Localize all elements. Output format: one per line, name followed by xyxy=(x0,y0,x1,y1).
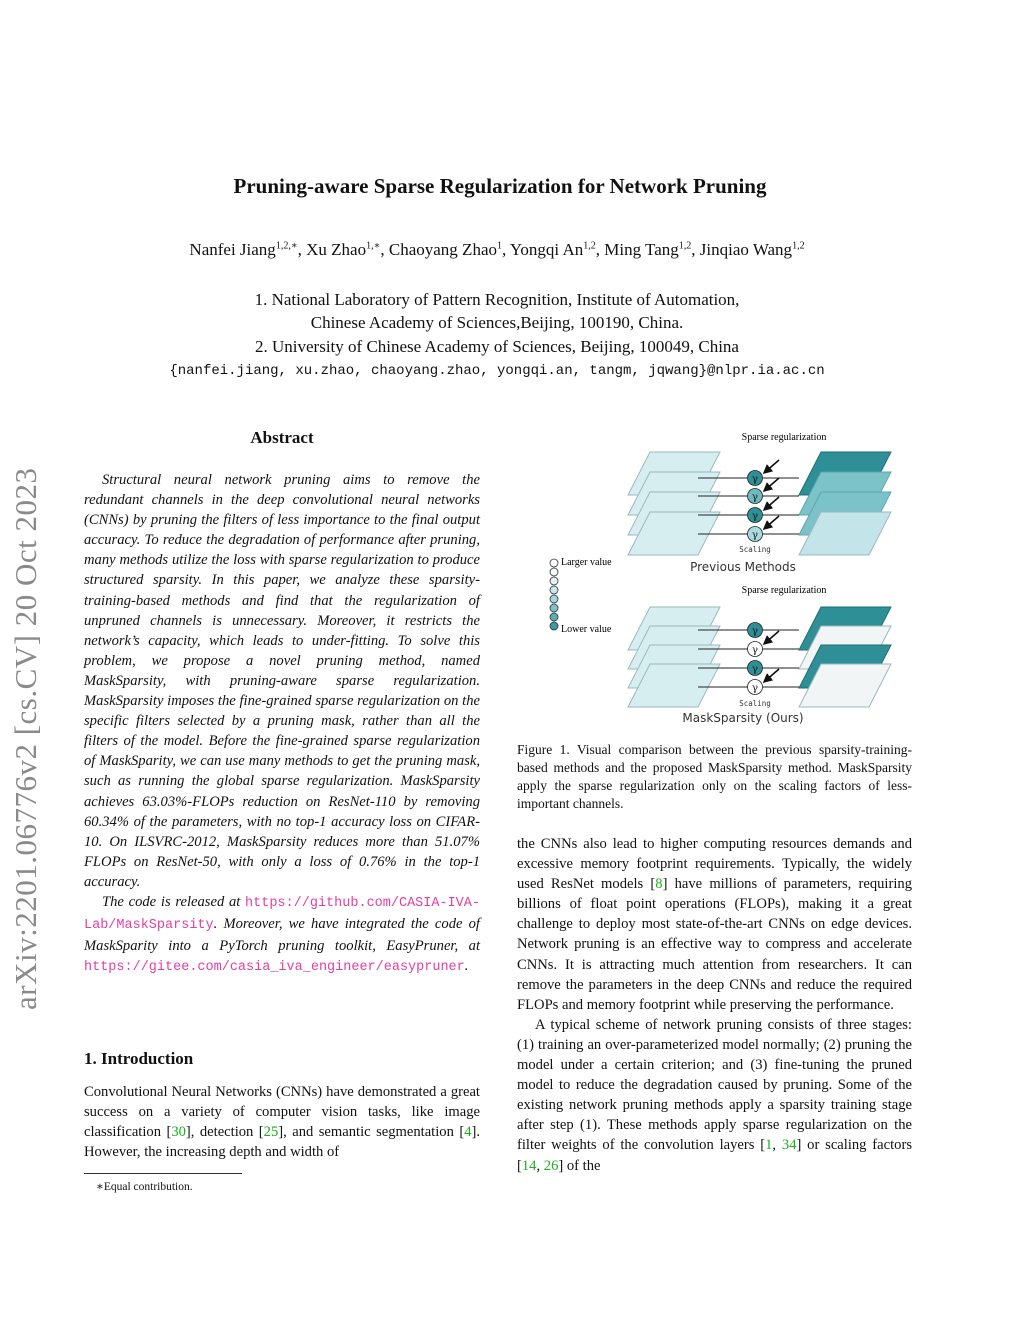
citation-link[interactable]: 30 xyxy=(171,1124,186,1141)
sparse-reg-arrow xyxy=(764,460,779,473)
gamma-symbol: γ xyxy=(752,511,758,522)
sparse-reg-arrow xyxy=(764,497,779,510)
author-name: Chaoyang Zhao xyxy=(388,240,497,259)
body-text: the CNNs also lead to higher computing resources demands and excessive memory footprint requirements. Typically, the widely used ResNet models [ xyxy=(517,836,912,893)
citation-link[interactable]: 14 xyxy=(521,1157,537,1174)
figure-1 xyxy=(517,430,912,730)
code-text-3: . xyxy=(464,958,469,975)
citation-link[interactable]: 8 xyxy=(655,876,663,893)
intro-text: Convolutional Neural Networks (CNNs) have demonstrated a great success on a variety of computer vision tasks, like image classification [ xyxy=(84,1084,480,1141)
intro-text: ]. However, the increasing depth and width of xyxy=(84,1124,480,1161)
citation-link[interactable]: 34 xyxy=(781,1137,797,1154)
intro-text: ], detection [ xyxy=(185,1124,264,1141)
code-text-2: . Moreover, we have integrated the code of MaskSparity into a PyTorch pruning toolkit, EasyPruner, at xyxy=(84,916,480,955)
author-emails: {nanfei.jiang, xu.zhao, chaoyang.zhao, yongqi.an, tangm, jqwang}@nlpr.ia.ac.cn xyxy=(169,363,825,379)
author-affil-sup: 1,2,∗ xyxy=(275,240,298,252)
body-text: ] or scaling factors [ xyxy=(517,1137,913,1174)
sparse-reg-arrow xyxy=(764,669,779,682)
abstract-body xyxy=(84,470,480,978)
author-list: Nanfei Jiang$^{1,2,∗}$, Xu Zhao$^{1,∗}$, Chaoyang Zhao$^1$, Yongqi An$^{1,2}$, Ming Tang$^{1,2}$, Jinqiao Wang$^{1,2}$ xyxy=(189,240,805,259)
citation-link[interactable]: 26 xyxy=(543,1157,559,1174)
citation-link[interactable]: 4 xyxy=(464,1124,472,1141)
affiliation-2: 2. University of Chinese Academy of Sciences, Beijing, 100049, China xyxy=(255,337,739,356)
body-text: ] of the xyxy=(558,1157,601,1174)
footnote: ∗Equal contribution. xyxy=(96,1181,193,1193)
value-legend xyxy=(550,557,612,635)
gamma-symbol: γ xyxy=(752,664,758,675)
gamma-symbol: γ xyxy=(752,530,758,541)
abstract-heading: Abstract xyxy=(250,428,314,447)
legend-lower-value: Lower value xyxy=(561,624,612,635)
intro-paragraph xyxy=(84,1082,480,1162)
gamma-symbol: γ xyxy=(752,492,758,503)
abstract-code-paragraph xyxy=(84,892,480,978)
abstract-paragraph: Structural neural network pruning aims to remove the redundant channels in the deep convolutional neural networks (CNNs) by pruning the filters of less importance to the final output accuracy. To reduce the degradation of performance after pruning, many methods utilize the loss with sparse regularization to produce structured sparsity. In this paper, we analyze these sparsity-training-based methods and find that the regularization of unpruned channels is unnecessary. Moreover, it restricts the network’s capacity, which leads to under-fitting. To solve this problem, we propose a novel pruning method, named MaskSparsity, with pruning-aware sparse regularization. MaskSparsity imposes the fine-grained sparse regularization on the specific filters selected by a pruning mask, rather than all the filters of the model. Before the fine-grained sparse regularization of MaskSparity, we can use many methods to get the pruning mask, such as running the global sparse regularization. MaskSparsity achieves 63.03%-FLOPs reduction on ResNet-110 by removing 60.34% of the parameters, with no top-1 accuracy loss on CIFAR-10. On ILSVRC-2012, MaskSparsity reduces more than 51.07% FLOPs on ResNet-50, with only a loss of 0.76% in the top-1 accuracy. xyxy=(84,472,480,890)
author-name: Nanfei Jiang xyxy=(189,240,276,259)
author-affil-sup: 1,2 xyxy=(792,240,805,252)
body-text: ] have millions of parameters, requiring billions of float point operations (FLOPs), making it a great challenge to deploy most state-of-the-art CNNs on edge devices. Network pruning is an effective way to compress and accelerate CNNs. It is attracting much attention from researchers. It can remove the parameters in the deep CNNs and reduce the required FLOPs and memory footprint while preserving the performance. xyxy=(517,876,912,1013)
intro-heading: 1. Introduction xyxy=(84,1049,194,1068)
masksparsity-title: MaskSparsity (Ours) xyxy=(682,711,804,725)
footnote-rule xyxy=(84,1173,242,1174)
sparse-reg-arrow xyxy=(764,631,779,644)
sparse-reg-label-top: Sparse regularization xyxy=(741,432,827,443)
sparse-reg-arrow xyxy=(764,478,779,491)
citation-link[interactable]: 1 xyxy=(765,1137,773,1154)
author-affil-sup: 1 xyxy=(496,240,502,252)
author-affil-sup: 1,∗ xyxy=(366,240,381,252)
paper-title: Pruning-aware Sparse Regularization for Network Pruning xyxy=(233,174,767,198)
intro-body xyxy=(84,1082,480,1162)
author-affil-sup: 1,2 xyxy=(583,240,596,252)
github-link[interactable]: https://github.com/CASIA-IVA-Lab/MaskSparsity xyxy=(84,895,480,934)
body-text: , xyxy=(536,1157,544,1174)
right-paragraph-1 xyxy=(517,834,912,1015)
gamma-symbol: γ xyxy=(752,474,758,485)
author-name: Jinqiao Wang xyxy=(699,240,793,259)
affiliation-1b: Chinese Academy of Sciences,Beijing, 100190, China. xyxy=(310,313,684,332)
sparse-reg-label-bottom: Sparse regularization xyxy=(741,585,827,596)
scaling-label: Scaling xyxy=(739,545,771,554)
gamma-symbol: γ xyxy=(752,645,758,656)
body-text: , xyxy=(772,1137,782,1154)
author-affil-sup: 1,2 xyxy=(678,240,692,252)
arxiv-stamp: arXiv:2201.06776v2 [cs.CV] 20 Oct 2023 xyxy=(8,467,43,1010)
code-text-1: The code is released at xyxy=(102,893,246,910)
sparse-reg-arrow xyxy=(764,516,779,529)
author-name: Xu Zhao xyxy=(306,240,367,259)
body-text: A typical scheme of network pruning consists of three stages: (1) training an over-parameterized model normally; (2) pruning the model under a certain criterion; and (3) fine-tuning the pruned model to reduce the degradation caused by pruning. Some of the existing network pruning methods apply a sparsity training stage after step (1). These methods apply sparse regularization on the filter weights of the convolution layers [ xyxy=(517,1016,912,1154)
scaling-label: Scaling xyxy=(739,699,771,708)
gamma-symbol: γ xyxy=(752,626,758,637)
gamma-symbol: γ xyxy=(752,683,758,694)
legend-larger-value: Larger value xyxy=(561,557,612,568)
author-name: Ming Tang xyxy=(604,240,679,259)
gitee-link[interactable]: https://gitee.com/casia_iva_engineer/easypruner xyxy=(84,960,465,976)
affiliation-1a: 1. National Laboratory of Pattern Recognition, Institute of Automation, xyxy=(254,290,740,309)
right-paragraph-2 xyxy=(517,1015,912,1176)
intro-continued xyxy=(517,834,912,1176)
figure-caption: Figure 1. Visual comparison between the previous sparsity-training-based methods and the proposed MaskSparsity method. MaskSparsity apply the sparse regularization only on the scaling factors of less-important channels. xyxy=(517,742,912,811)
masksparsity-diagram xyxy=(628,585,891,725)
intro-text: ], and semantic segmentation [ xyxy=(278,1124,465,1141)
citation-link[interactable]: 25 xyxy=(263,1124,279,1141)
author-name: Yongqi An xyxy=(509,240,584,259)
previous-methods-title: Previous Methods xyxy=(690,560,796,574)
previous-methods-diagram xyxy=(628,432,891,574)
